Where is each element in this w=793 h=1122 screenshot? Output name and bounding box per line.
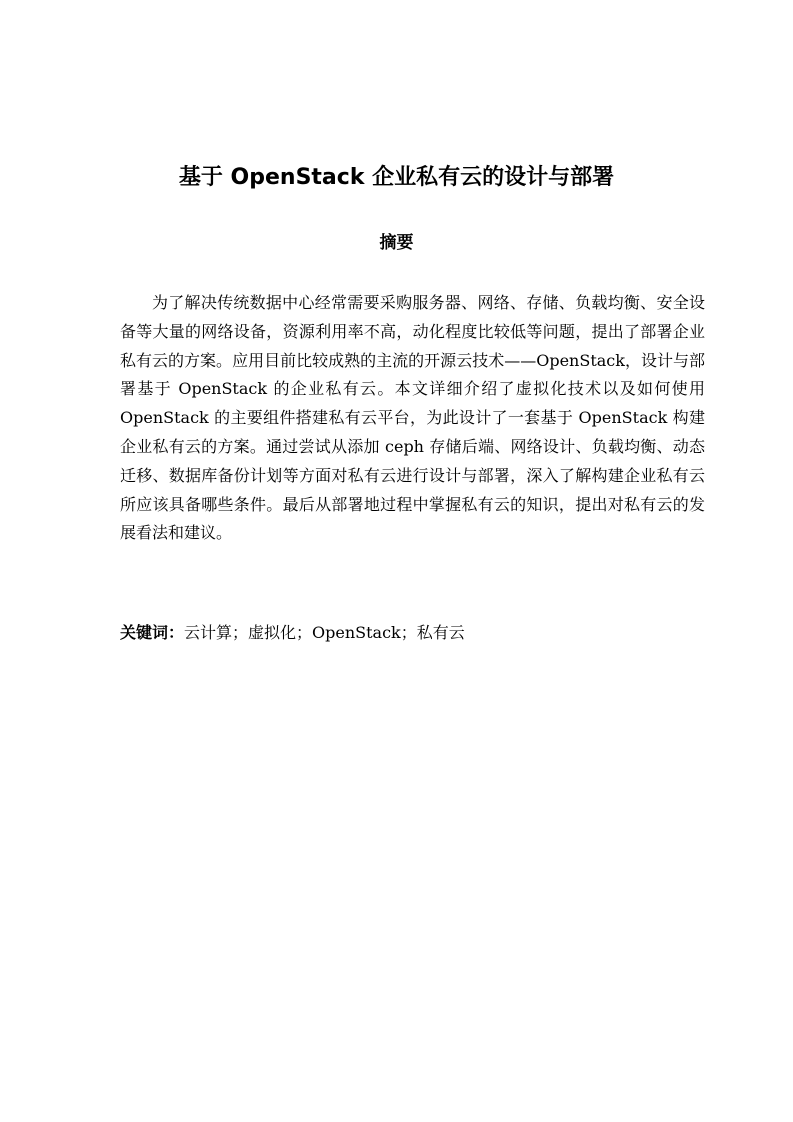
keywords-list: 云计算；虚拟化；OpenStack；私有云 [184,623,465,642]
abstract-paragraph: 为了解决传统数据中心经常需要采购服务器、网络、存储、负载均衡、安全设备等大量的网络设备，资源利用率不高，动化程度比较低等问题，提出了部署企业私有云的方案。应用目前比较成熟的主流的开源云技术——OpenStack，设计与部署基于 OpenStack 的企业私有云。本文详细介绍了虚拟化技术以及如何使用 OpenStack 的主要组件搭建私有云平台，为此设计了一套基于 OpenStack 构建企业私有云的方案。通过尝试从添加 ceph 存储后端、网络设计、负载均衡、动态迁移、数据库备份计划等方面对私有云进行设计与部署，深入了解构建企业私有云所应该具备哪些条件。最后从部署地过程中掌握私有云的知识，提出对私有云的发展看法和建议。 [120,293,705,543]
abstract-heading: 摘要 [379,233,414,253]
document-title: 基于 OpenStack 企业私有云的设计与部署 [178,165,615,190]
keywords-label: 关键词： [120,623,185,642]
keywords-line [120,620,705,646]
